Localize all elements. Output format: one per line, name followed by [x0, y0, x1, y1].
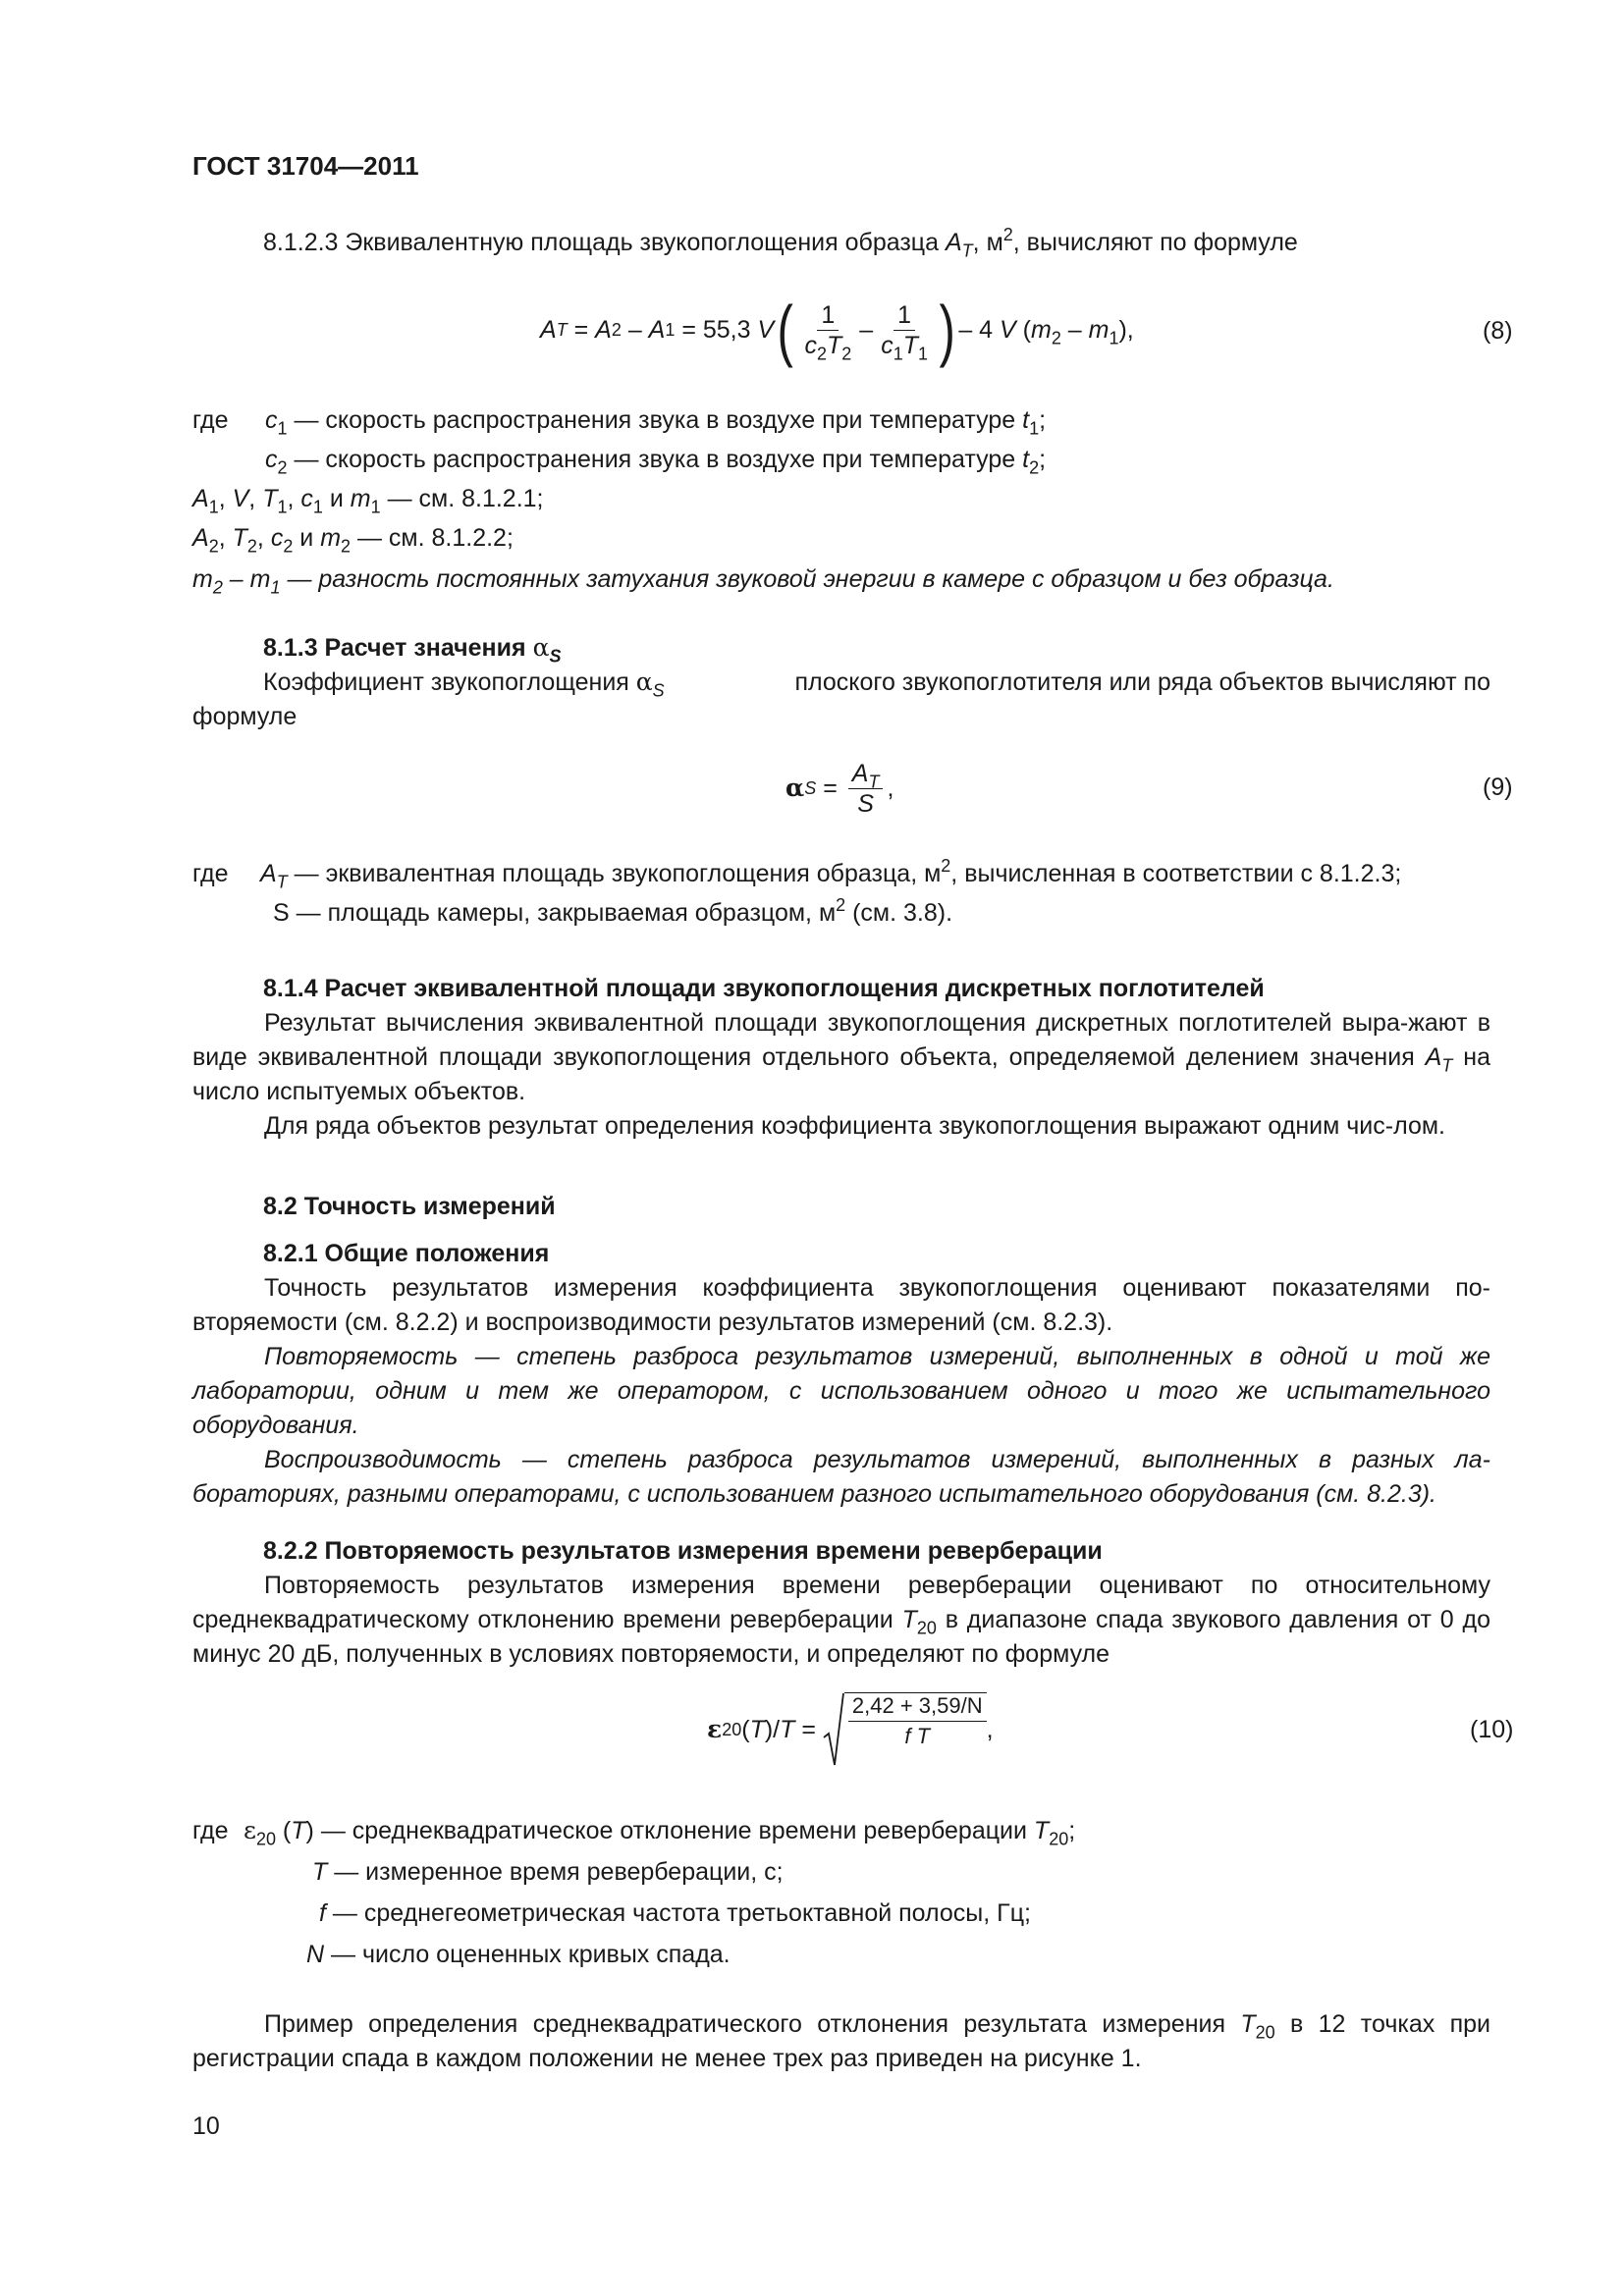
heading-821: 8.2.1 Общие положения	[263, 1240, 550, 1267]
def-eps20: $\varepsilon_{20}$ (T) — среднеквадратическое отклонение времени реверберации $T_{20}$;	[244, 1816, 1076, 1849]
section-8123-intro: 8.1.2.3 Эквивалентную площадь звукопоглощения образца $A_T$, $м^2$, вычисляют по формуле	[263, 225, 1298, 261]
page-number: 10	[192, 2112, 220, 2140]
def-f: f — среднегеометрическая частота третьоктавной полосы, Гц;	[319, 1899, 1031, 1927]
formula-9-number: (9)	[1483, 774, 1513, 801]
def-N: N — число оцененных кривых спада.	[306, 1941, 731, 1968]
heading-82: 8.2 Точность измерений	[263, 1193, 556, 1220]
example-paragraph: Пример определения среднеквадратического отклонения результата измерения $T_{20}$ в 12 точках при регистрации спада в каждом положении не менее трех раз приведен на рисунке 1.	[192, 2010, 1490, 2072]
section-813-text: Коэффициент звукопоглощения $\alpha_S$ плоского звукопоглотителя или ряда объектов вычисляют по	[263, 667, 1490, 701]
section-821-p2: Повторяемость — степень разброса результатов измерений, выполненных в одной и той же лаборатории, одним и тем же оператором, с использованием одного и того же испытательного оборудования.	[192, 1343, 1490, 1439]
section-822-p1: Повторяемость результатов измерения времени реверберации оценивают по относительному среднеквадратическому отклонению времени реверберации $T_{20}$ в диапазоне спада звукового давления от 0 до минус 20 дБ, полученных в условиях повторяемости, и определяют по формуле	[192, 1572, 1490, 1668]
standard-header: ГОСТ 31704—2011	[192, 151, 419, 181]
formula-10-number: (10)	[1470, 1716, 1514, 1743]
section-821-body	[192, 1271, 1490, 1512]
ref-8122: $A_2$, $T_2$, $c_2$ и $m_2$ — см. 8.1.2.2;	[192, 524, 514, 557]
heading-813: 8.1.3 Расчет значения $\alpha_S$	[263, 633, 562, 667]
section-821-p3: Воспроизводимость — степень разброса результатов измерений, выполненных в разных ла-бораториях, разными операторами, с использованием разного испытательного оборудования (см. 8.2.3).	[192, 1446, 1490, 1508]
def-c1: $c_1$ — скорость распространения звука в воздухе при температуре $t_1$;	[265, 406, 1047, 439]
def-at: $A_T$ — эквивалентная площадь звукопоглощения образца, $м^2$, вычисленная в соответствии с 8.1.2.3;	[260, 856, 1402, 892]
section-814-p1: Результат вычисления эквивалентной площади звукопоглощения дискретных поглотителей выра-жают в виде эквивалентной площади звукопоглощения отдельного объекта, определяемой делением значения $A_T$ на число испытуемых объектов.	[192, 1009, 1490, 1105]
formula-8-number: (8)	[1483, 317, 1513, 345]
section-813-text2: формуле	[192, 703, 298, 730]
formula-8: A T = A 2 – A 1 = 55,3 V ( $\frac{1}{c_2T_2}$ – $\frac{1}{c_1T_1}$ ) – 4 V $(m_2 - m_1)$,	[540, 292, 1134, 368]
formula-9: α S = $\frac{A_T}{S}$ ,	[785, 759, 894, 818]
def-s: S — площадь камеры, закрываемая образцом, $м^2$ (см. 3.8).	[273, 895, 953, 927]
section-822-body	[192, 1569, 1490, 1672]
section-821-p1: Точность результатов измерения коэффициента звукопоглощения оценивают показателями по-вторяемости (см. 8.2.2) и воспроизводимости результатов измерений (см. 8.2.3).	[192, 1274, 1490, 1336]
where-label-9: где	[192, 860, 229, 887]
sqrt-symbol: $\frac{2,42 + 3,59/N}{\text{f T}}$	[823, 1692, 987, 1767]
section-814-p2: Для ряда объектов результат определения коэффициента звукопоглощения выражают одним чис-лом.	[264, 1112, 1446, 1140]
heading-814: 8.1.4 Расчет эквивалентной площади звукопоглощения дискретных поглотителей	[263, 975, 1265, 1002]
formula-10: ε 20 ( T )/ T = $\frac{2,42 + 3,59/N}{\text{f T}}$ ,	[707, 1690, 994, 1769]
heading-822: 8.2.2 Повторяемость результатов измерения времени реверберации	[263, 1537, 1103, 1565]
def-c2: $c_2$ — скорость распространения звука в воздухе при температуре $t_2$;	[265, 446, 1047, 478]
def-T: T — измеренное время реверберации, с;	[312, 1858, 784, 1886]
def-m-diff: $m_2 - m_1$ — разность постоянных затухания звуковой энергии в камере с образцом и без образца.	[192, 565, 1334, 598]
ref-8121: $A_1$, V, $T_1$, $c_1$ и $m_1$ — см. 8.1.2.1;	[192, 485, 544, 517]
section-814-body	[192, 1006, 1490, 1144]
where-label-8: где	[192, 406, 229, 434]
where-label-10: где	[192, 1817, 229, 1844]
